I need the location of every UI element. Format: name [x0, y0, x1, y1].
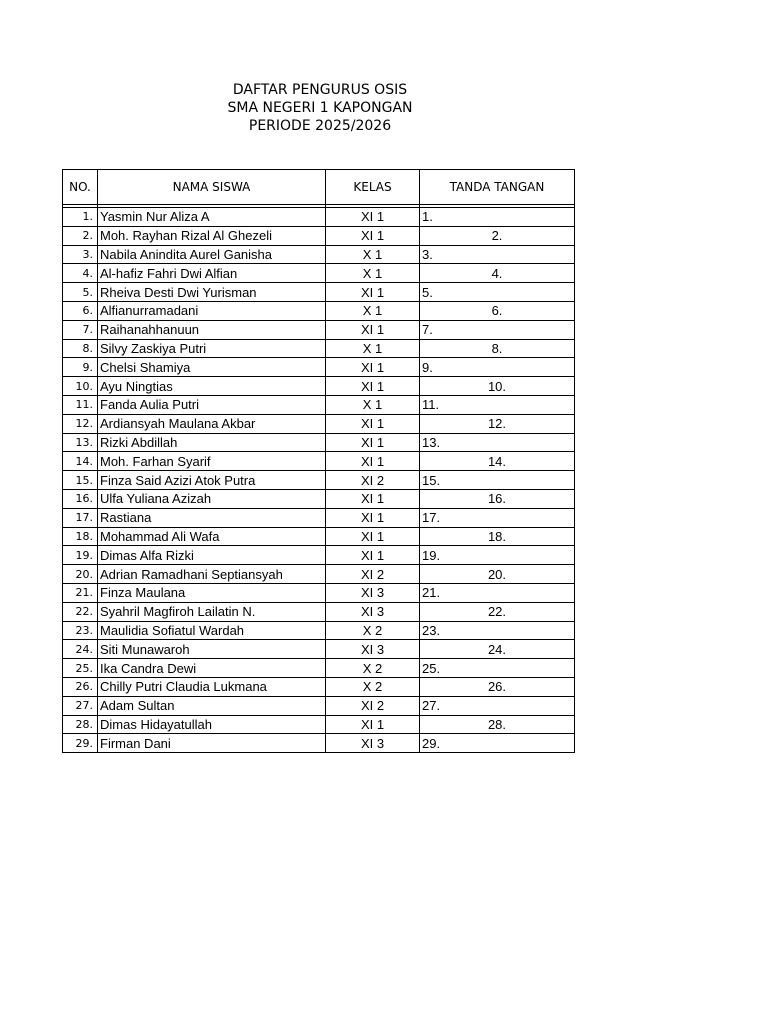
row-number: 4.	[63, 264, 98, 283]
student-name: Rastiana	[98, 508, 326, 527]
row-number: 29.	[63, 734, 98, 753]
signature-cell[interactable]: 27.	[420, 696, 575, 715]
signature-cell[interactable]: 10.	[420, 377, 575, 396]
signature-cell[interactable]: 1.	[420, 208, 575, 227]
table-row	[63, 621, 575, 640]
student-name: Maulidia Sofiatul Wardah	[98, 621, 326, 640]
student-name: Al-hafiz Fahri Dwi Alfian	[98, 264, 326, 283]
student-class: XI 1	[326, 208, 420, 227]
row-number: 26.	[63, 677, 98, 696]
signature-cell[interactable]: 20.	[420, 565, 575, 584]
signature-cell[interactable]: 16.	[420, 489, 575, 508]
student-name: Mohammad Ali Wafa	[98, 527, 326, 546]
student-name: Firman Dani	[98, 734, 326, 753]
student-class: XI 2	[326, 471, 420, 490]
row-number: 22.	[63, 602, 98, 621]
row-number: 27.	[63, 696, 98, 715]
row-number: 18.	[63, 527, 98, 546]
document-title: DAFTAR PENGURUS OSIS	[232, 82, 408, 98]
signature-cell[interactable]: 2.	[420, 226, 575, 245]
signature-cell[interactable]: 9.	[420, 358, 575, 377]
student-class: XI 1	[326, 452, 420, 471]
signature-cell[interactable]: 25.	[420, 659, 575, 678]
table-body	[63, 205, 575, 753]
row-number: 21.	[63, 583, 98, 602]
signature-cell[interactable]: 3.	[420, 245, 575, 264]
student-class: X 1	[326, 301, 420, 320]
document-header	[0, 81, 640, 135]
row-number: 23.	[63, 621, 98, 640]
table-row	[63, 264, 575, 283]
table-row	[63, 339, 575, 358]
student-name: Ika Candra Dewi	[98, 659, 326, 678]
table-row	[63, 208, 575, 227]
student-name: Siti Munawaroh	[98, 640, 326, 659]
signature-cell[interactable]: 22.	[420, 602, 575, 621]
student-name: Dimas Alfa Rizki	[98, 546, 326, 565]
table-row	[63, 715, 575, 734]
signature-cell[interactable]: 13.	[420, 433, 575, 452]
column-header-kelas: KELAS	[326, 170, 420, 205]
student-class: XI 1	[326, 715, 420, 734]
student-name: Rheiva Desti Dwi Yurisman	[98, 283, 326, 302]
table-row	[63, 452, 575, 471]
row-number: 24.	[63, 640, 98, 659]
table-row	[63, 320, 575, 339]
row-number: 12.	[63, 414, 98, 433]
signature-cell[interactable]: 18.	[420, 527, 575, 546]
row-number: 13.	[63, 433, 98, 452]
signature-cell[interactable]: 14.	[420, 452, 575, 471]
student-class: XI 1	[326, 283, 420, 302]
student-name: Fanda Aulia Putri	[98, 395, 326, 414]
signature-cell[interactable]: 6.	[420, 301, 575, 320]
table-row	[63, 471, 575, 490]
signature-cell[interactable]: 5.	[420, 283, 575, 302]
row-number: 5.	[63, 283, 98, 302]
student-class: X 2	[326, 621, 420, 640]
student-name: Yasmin Nur Aliza A	[98, 208, 326, 227]
student-class: X 1	[326, 264, 420, 283]
student-name: Finza Maulana	[98, 583, 326, 602]
student-class: XI 3	[326, 640, 420, 659]
table-row	[63, 659, 575, 678]
student-class: XI 1	[326, 527, 420, 546]
row-number: 9.	[63, 358, 98, 377]
row-number: 6.	[63, 301, 98, 320]
row-number: 14.	[63, 452, 98, 471]
student-name: Moh. Farhan Syarif	[98, 452, 326, 471]
table-row	[63, 546, 575, 565]
student-class: XI 1	[326, 489, 420, 508]
student-name: Ayu Ningtias	[98, 377, 326, 396]
row-number: 25.	[63, 659, 98, 678]
member-roster-table	[62, 169, 575, 753]
table-row	[63, 583, 575, 602]
table-row	[63, 226, 575, 245]
signature-cell[interactable]: 15.	[420, 471, 575, 490]
student-name: Ulfa Yuliana Azizah	[98, 489, 326, 508]
student-class: XI 1	[326, 358, 420, 377]
student-name: Adam Sultan	[98, 696, 326, 715]
student-class: XI 3	[326, 602, 420, 621]
student-class: XI 2	[326, 565, 420, 584]
table-row	[63, 696, 575, 715]
student-class: XI 1	[326, 320, 420, 339]
table-row	[63, 508, 575, 527]
table-row	[63, 433, 575, 452]
student-name: Raihanahhanuun	[98, 320, 326, 339]
column-header-tanda-tangan: TANDA TANGAN	[420, 170, 575, 205]
student-class: XI 1	[326, 226, 420, 245]
student-class: XI 1	[326, 414, 420, 433]
row-number: 16.	[63, 489, 98, 508]
student-class: XI 1	[326, 546, 420, 565]
student-name: Chelsi Shamiya	[98, 358, 326, 377]
student-class: XI 1	[326, 377, 420, 396]
student-class: X 1	[326, 339, 420, 358]
signature-cell[interactable]: 7.	[420, 320, 575, 339]
table-row	[63, 640, 575, 659]
period: PERIODE 2025/2026	[248, 118, 392, 134]
row-number: 28.	[63, 715, 98, 734]
student-name: Adrian Ramadhani Septiansyah	[98, 565, 326, 584]
student-class: X 1	[326, 395, 420, 414]
table-row	[63, 245, 575, 264]
table-row	[63, 283, 575, 302]
column-header-no: NO.	[63, 170, 98, 205]
signature-cell[interactable]: 26.	[420, 677, 575, 696]
student-name: Alfianurramadani	[98, 301, 326, 320]
signature-cell[interactable]: 19.	[420, 546, 575, 565]
table-row	[63, 734, 575, 753]
student-name: Moh. Rayhan Rizal Al Ghezeli	[98, 226, 326, 245]
row-number: 17.	[63, 508, 98, 527]
table-row	[63, 301, 575, 320]
row-number: 20.	[63, 565, 98, 584]
table-row	[63, 489, 575, 508]
row-number: 1.	[63, 208, 98, 227]
signature-cell[interactable]: 8.	[420, 339, 575, 358]
column-header-nama-siswa: NAMA SISWA	[98, 170, 326, 205]
signature-cell[interactable]: 21.	[420, 583, 575, 602]
signature-cell[interactable]: 24.	[420, 640, 575, 659]
table-row	[63, 677, 575, 696]
row-number: 19.	[63, 546, 98, 565]
signature-cell[interactable]: 12.	[420, 414, 575, 433]
school-name: SMA NEGERI 1 KAPONGAN	[227, 100, 413, 116]
table-row	[63, 395, 575, 414]
row-number: 10.	[63, 377, 98, 396]
table-row	[63, 414, 575, 433]
table-row	[63, 565, 575, 584]
table-header-row	[63, 170, 575, 205]
row-number: 7.	[63, 320, 98, 339]
row-number: 8.	[63, 339, 98, 358]
student-name: Nabila Anindita Aurel Ganisha	[98, 245, 326, 264]
signature-cell[interactable]: 29.	[420, 734, 575, 753]
table-row	[63, 527, 575, 546]
signature-cell[interactable]: 17.	[420, 508, 575, 527]
student-class: XI 3	[326, 583, 420, 602]
student-name: Rizki Abdillah	[98, 433, 326, 452]
signature-cell[interactable]: 23.	[420, 621, 575, 640]
student-class: XI 1	[326, 508, 420, 527]
student-name: Chilly Putri Claudia Lukmana	[98, 677, 326, 696]
student-class: XI 2	[326, 696, 420, 715]
student-name: Ardiansyah Maulana Akbar	[98, 414, 326, 433]
student-name: Silvy Zaskiya Putri	[98, 339, 326, 358]
student-class: X 1	[326, 245, 420, 264]
row-number: 11.	[63, 395, 98, 414]
student-class: X 2	[326, 677, 420, 696]
table-row	[63, 377, 575, 396]
row-number: 15.	[63, 471, 98, 490]
signature-cell[interactable]: 11.	[420, 395, 575, 414]
row-number: 3.	[63, 245, 98, 264]
signature-cell[interactable]: 4.	[420, 264, 575, 283]
table-row	[63, 358, 575, 377]
student-name: Dimas Hidayatullah	[98, 715, 326, 734]
signature-cell[interactable]: 28.	[420, 715, 575, 734]
student-class: X 2	[326, 659, 420, 678]
student-name: Syahril Magfiroh Lailatin N.	[98, 602, 326, 621]
row-number: 2.	[63, 226, 98, 245]
student-name: Finza Said Azizi Atok Putra	[98, 471, 326, 490]
student-class: XI 1	[326, 433, 420, 452]
student-class: XI 3	[326, 734, 420, 753]
table-row	[63, 602, 575, 621]
